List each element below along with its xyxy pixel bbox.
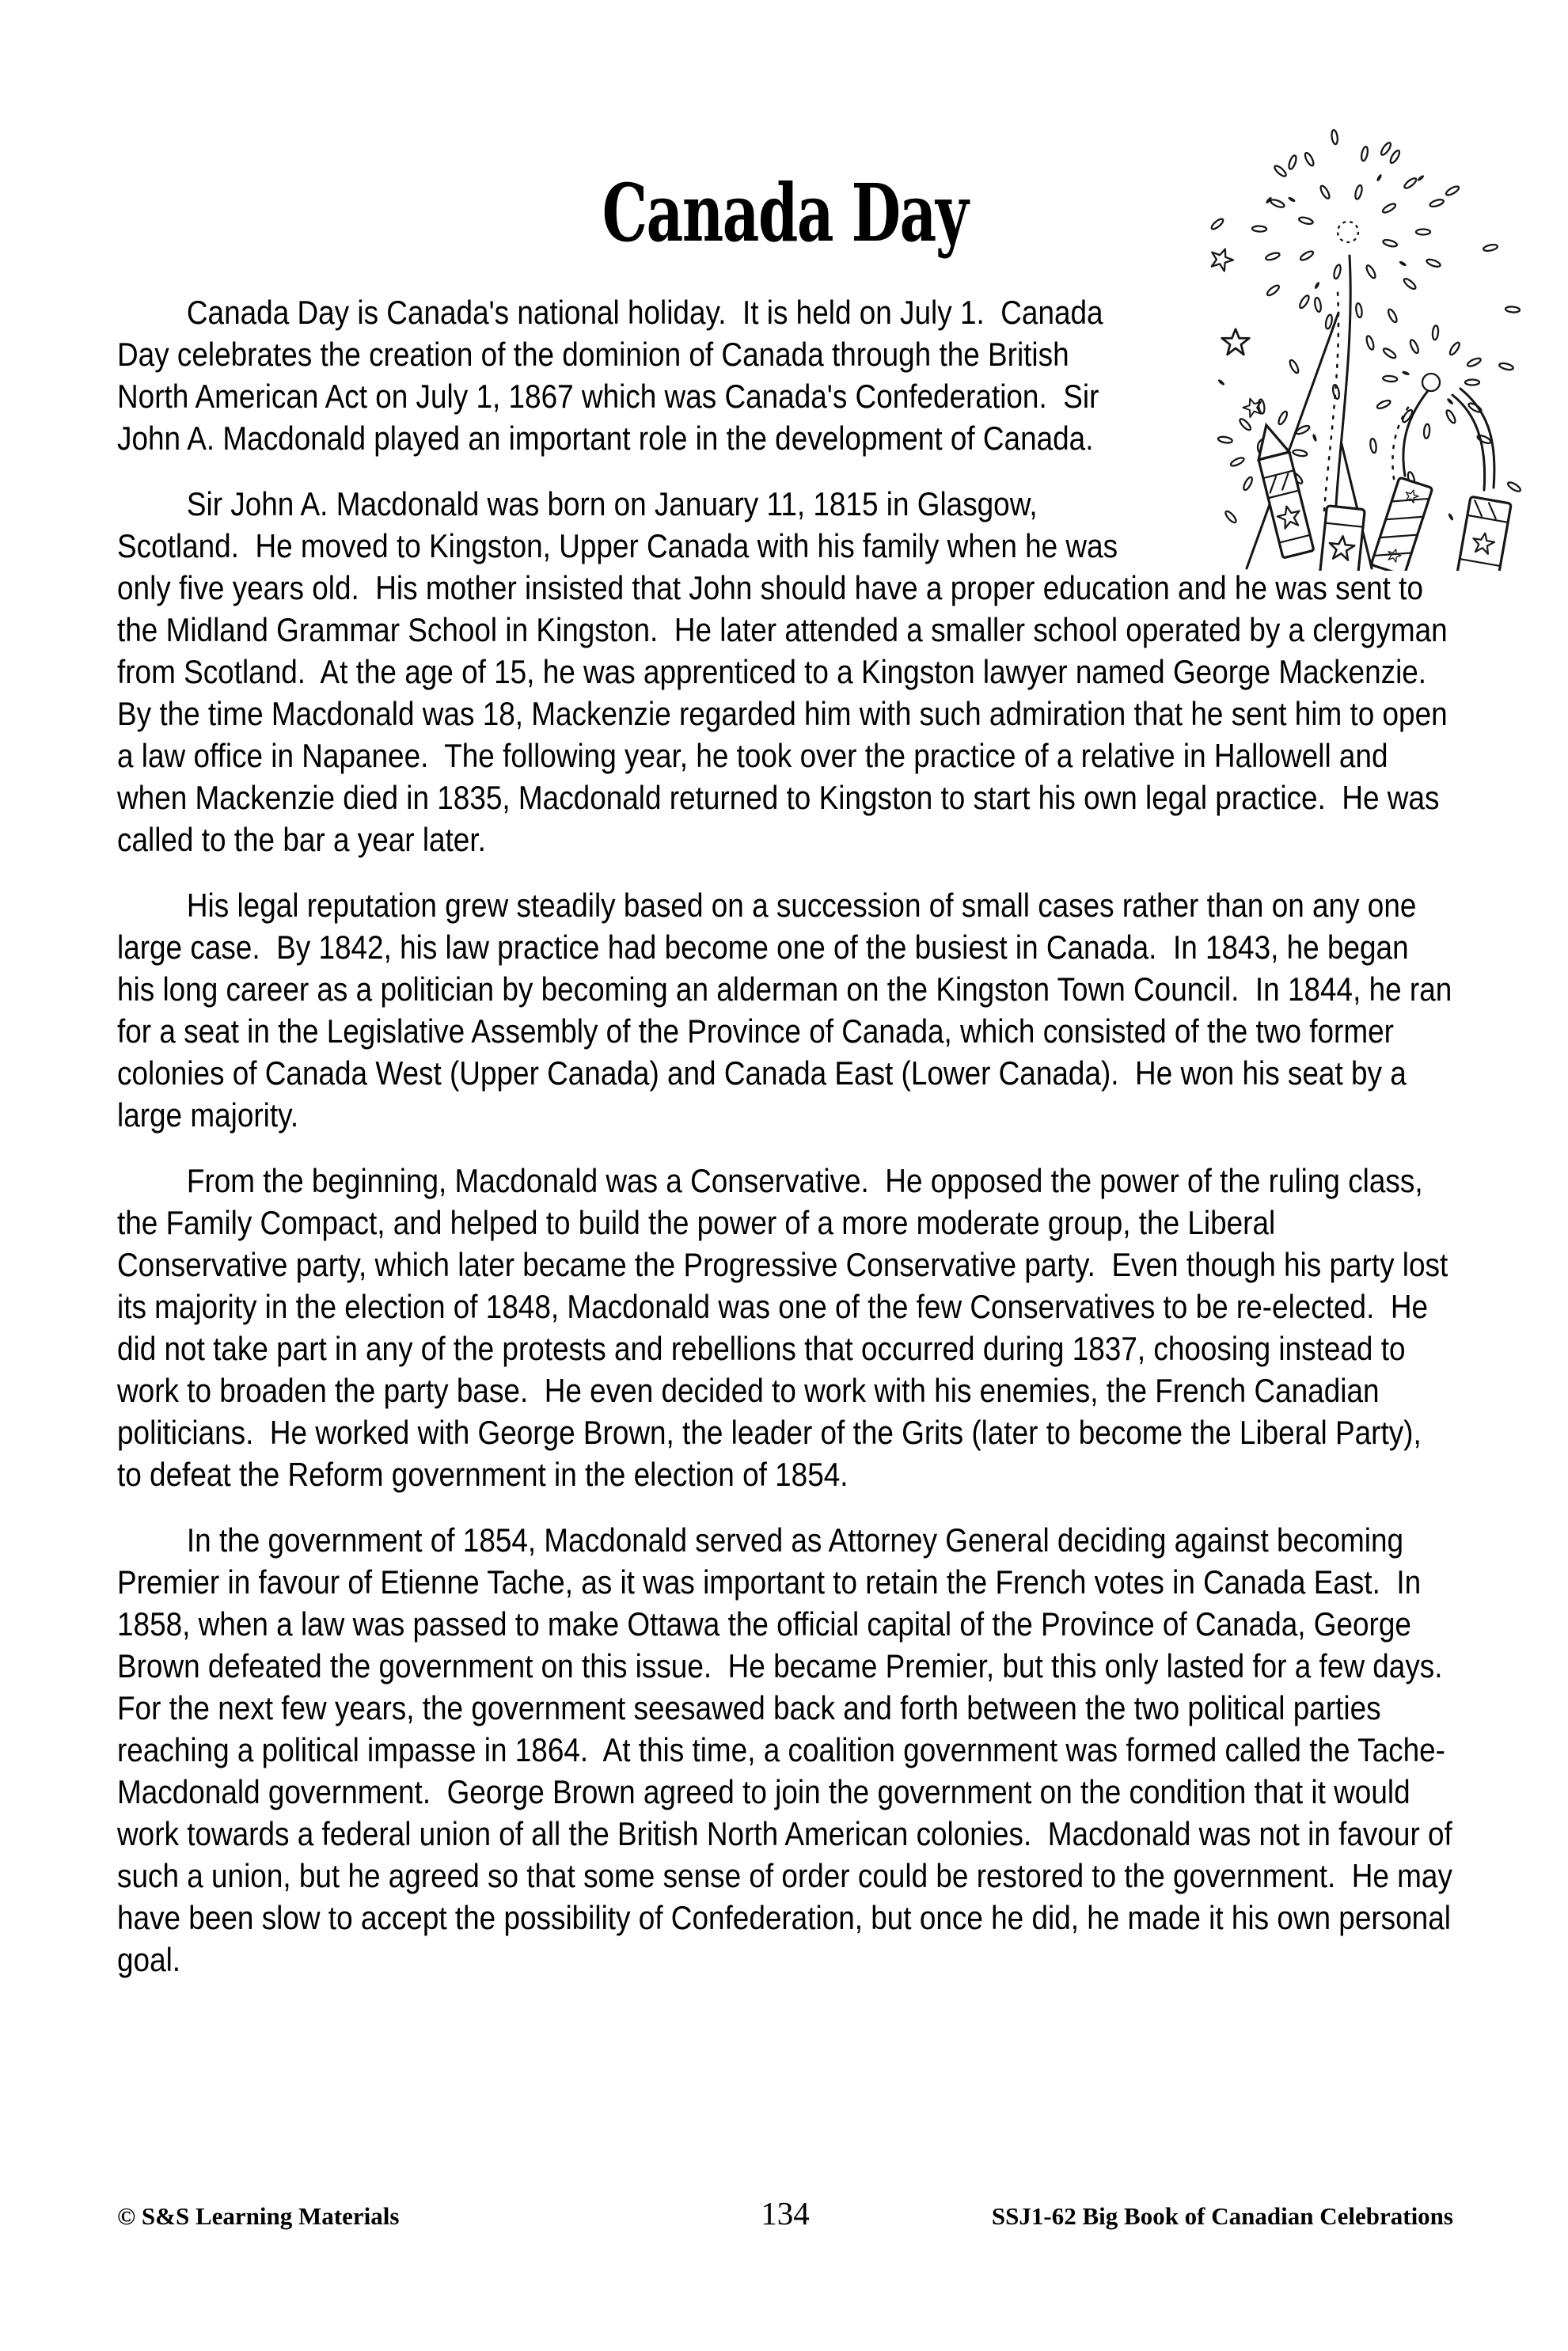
footer-copyright: © S&S Learning Materials bbox=[117, 2202, 400, 2230]
page-footer bbox=[117, 2191, 1453, 2232]
article-body bbox=[117, 291, 1461, 2004]
paragraph-2: Sir John A. Macdonald was born on January 11, 1815 in Glasgow, Scotland. He moved to Kingston, Upper Canada with his family when he was only five years old. His mother insisted that John should have a proper education and he was sent to the Midland Grammar School in Kingston. He later attended a smaller school operated by a clergyman from Scotland. At the age of 15, he was apprenticed to a Kingston lawyer named George Mackenzie. By the time Macdonald was 18, Mackenzie regarded him with such admiration that he sent him to open a law office in Napanee. The following year, he took over the practice of a relative in Hallowell and when Mackenzie died in 1835, Macdonald returned to Kingston to start his own legal practice. He was called to the bar a year later. bbox=[117, 485, 1456, 858]
illustration-wrap-spacer bbox=[1144, 291, 1452, 553]
footer-page-number: 134 bbox=[761, 2195, 810, 2231]
paragraph-4: From the beginning, Macdonald was a Conservative. He opposed the power of the ruling class, the Family Compact, and helped to build the power of a more moderate group, the Liberal Conservative party, which later became the Progressive Conservative party. Even though his party lost its majority in the election of 1848, Macdonald was one of the few Conservatives to be re-elected. He did not take part in any of the protests and rebellions that occurred during 1837, choosing instead to work to broaden the party base. He even decided to work with his enemies, the French Canadian politicians. He worked with George Brown, the leader of the Grits (later to become the Liberal Party), to defeat the Reform government in the election of 1854. bbox=[117, 1162, 1456, 1493]
paragraph-5: In the government of 1854, Macdonald served as Attorney General deciding against becoming Premier in favour of Etienne Tache, as it was important to retain the French votes in Canada East. In 1858, when a law was passed to make Ottawa the official capital of the Province of Canada, George Brown defeated the government on this issue. He became Premier, but this only lasted for a few days. For the next few years, the government seesawed back and forth between the two political parties reaching a political impasse in 1864. At this time, a coalition government was formed called the Tache-Macdonald government. George Brown agreed to join the government on the condition that it would work towards a federal union of all the British North American colonies. Macdonald was not in favour of such a union, but he agreed so that some sense of order could be restored to the government. He may have been slow to accept the possibility of Confederation, but once he did, he made it his own personal goal. bbox=[117, 1521, 1461, 1978]
page-title-text: Canada Day bbox=[602, 166, 968, 260]
paragraph-3: His legal reputation grew steadily based on a succession of small cases rather than on any one large case. By 1842, his law practice had become one of the busiest in Canada. In 1843, he began his long career as a politician by becoming an alderman on the Kingston Town Council. In 1844, he ran for a seat in the Legislative Assembly of the Province of Canada, which consisted of the two former colonies of Canada West (Upper Canada) and Canada East (Lower Canada). He won his seat by a large majority. bbox=[117, 887, 1460, 1134]
footer-book-code: SSJ1-62 Big Book of Canadian Celebrations bbox=[991, 2202, 1453, 2230]
paragraph-1: Canada Day is Canada's national holiday. It is held on July 1. Canada Day celebrates the creation of the dominion of Canada through the British North American Act on July 1, 1867 which was Canada's Confederation. Sir John A. Macdonald played an important role in the development of Canada. bbox=[117, 294, 1111, 457]
